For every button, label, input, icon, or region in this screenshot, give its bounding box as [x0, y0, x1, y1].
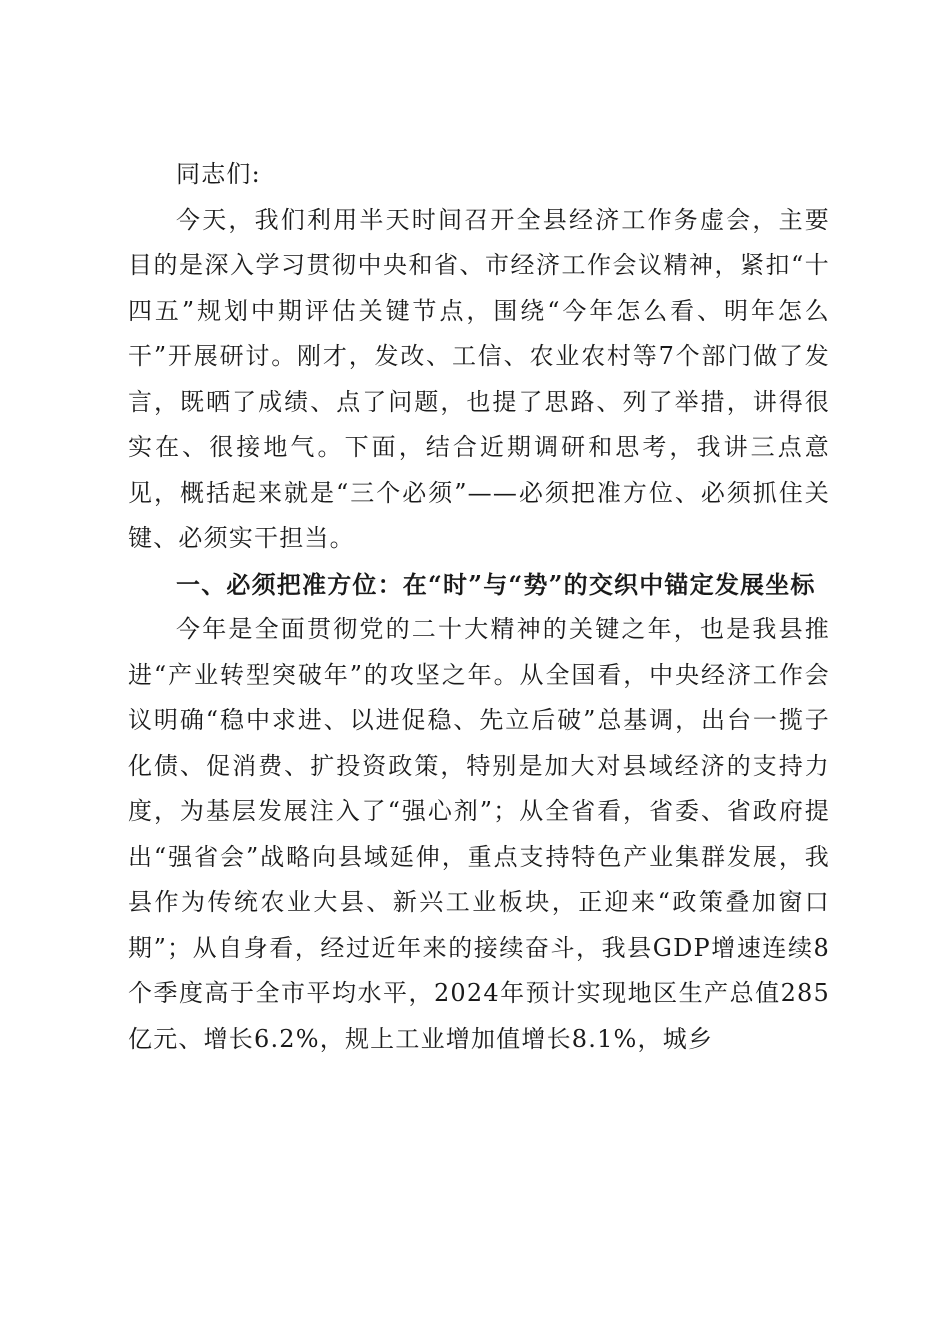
section-paragraph: 今年是全面贯彻党的二十大精神的关键之年，也是我县推进“产业转型突破年”的攻坚之年。从全国看，中央经济工作会议明确“稳中求进、以进促稳、先立后破”总基调，出台一揽子化债、促消费、扩投资政策，特别是加大对县域经济的支持力度，为基层发展注入了“强心剂”；从全省看，省委、省政府提出“强省会”战略向县域延伸，重点支持特色产业集群发展，我县作为传统农业大县、新兴工业板块，正迎来“政策叠加窗口期”；从自身看，经过近年来的接续奋斗，我县GDP增速连续8个季度高于全市平均水平，2024年预计实现地区生产总值285亿元、增长6.2%，规上工业增加值增长8.1%，城乡	[128, 615, 830, 1053]
opening-paragraph: 今天，我们利用半天时间召开全县经济工作务虚会，主要目的是深入学习贯彻中央和省、市经济工作会议精神，紧扣“十四五”规划中期评估关键节点，围绕“今年怎么看、明年怎么干”开展研讨。刚才，发改、工信、农业农村等7个部门做了发言，既晒了成绩、点了问题，也提了思路、列了举措，讲得很实在、很接地气。下面，结合近期调研和思考，我讲三点意见，概括起来就是“三个必须”——必须把准方位、必须抓住关键、必须实干担当。	[128, 205, 830, 552]
document-body	[128, 152, 830, 1062]
section-heading: 一、必须把准方位：在“时”与“势”的交织中锚定发展坐标	[176, 569, 816, 599]
salutation: 同志们:	[176, 160, 261, 188]
